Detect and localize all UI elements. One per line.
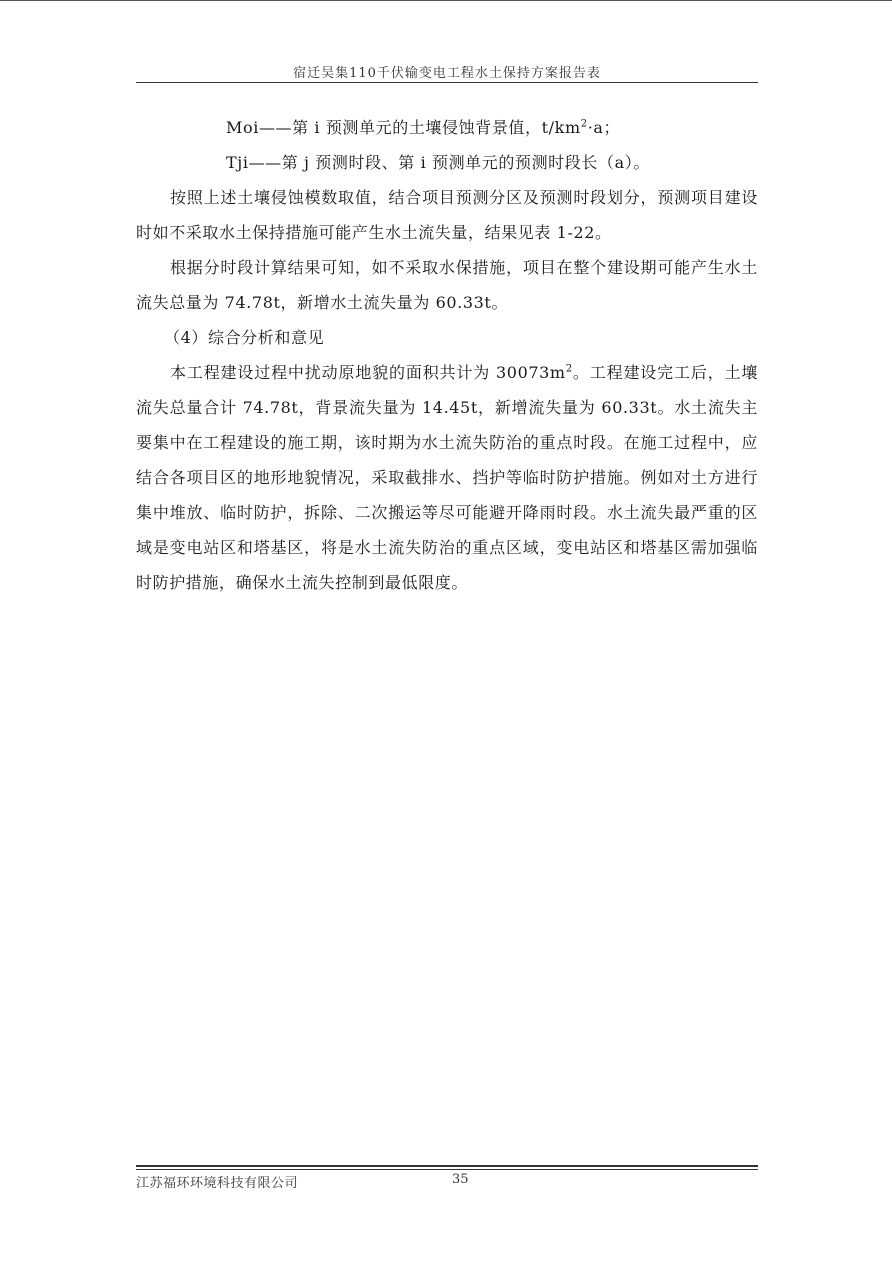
document-body bbox=[136, 110, 758, 600]
section-heading-analysis: （4）综合分析和意见 bbox=[164, 328, 325, 347]
analysis-text-rest: 。工程建设完工后，土壤流失总量合计 74.78t，背景流失量为 14.45t，新增流失量为 60.33t。水土流失主要集中在工程建设的施工期，该时期为水土流失防治的重点时段。在施工过程中，应结合各项目区的地形地貌情况，采取截排水、挡护等临时防护措施。例如对土方进行集中堆放、临时防护，拆除、二次搬运等尽可能避开降雨时段。水土流失最严重的区域是变电站区和塔基区，将是水土流失防治的重点区域，变电站区和塔基区需加强临时防护措施，确保水土流失控制到最低限度。 bbox=[136, 363, 758, 592]
moi-description-tail: ·a； bbox=[587, 118, 621, 137]
page-top-border bbox=[0, 0, 892, 1]
tji-description: ——第 j 预测时段、第 i 预测单元的预测时段长（a）。 bbox=[248, 153, 650, 172]
analysis-superscript: 2 bbox=[565, 363, 573, 375]
page-number: 35 bbox=[452, 1172, 469, 1187]
header-rule bbox=[136, 82, 758, 83]
formula-definition-moi bbox=[136, 110, 758, 145]
paragraph-prediction-method: 按照上述土壤侵蚀模数取值，结合项目预测分区及预测时段划分，预测项目建设时如不采取水土保持措施可能产生水土流失量，结果见表 1-22。 bbox=[136, 188, 758, 242]
footer-rule-thin bbox=[136, 1169, 758, 1170]
moi-term: Moi bbox=[226, 118, 259, 137]
page-header-title: 宿迁吴集110千伏输变电工程水土保持方案报告表 bbox=[293, 66, 601, 81]
moi-description: ——第 i 预测单元的土壤侵蚀背景值，t/km bbox=[258, 118, 581, 137]
tji-term: Tji bbox=[226, 153, 249, 172]
paragraph-prediction-result: 根据分时段计算结果可知，如不采取水保措施，项目在整个建设期可能产生水土流失总量为 74.78t，新增水土流失量为 60.33t。 bbox=[136, 258, 758, 312]
paragraph-analysis bbox=[136, 355, 758, 600]
formula-definition-tji bbox=[136, 145, 758, 180]
footer-company-name: 江苏福环环境科技有限公司 bbox=[136, 1176, 299, 1191]
footer-rule-thick bbox=[136, 1165, 758, 1167]
moi-superscript: 2 bbox=[580, 118, 588, 130]
analysis-text-start: 本工程建设过程中扰动原地貌的面积共计为 30073m bbox=[170, 363, 566, 382]
